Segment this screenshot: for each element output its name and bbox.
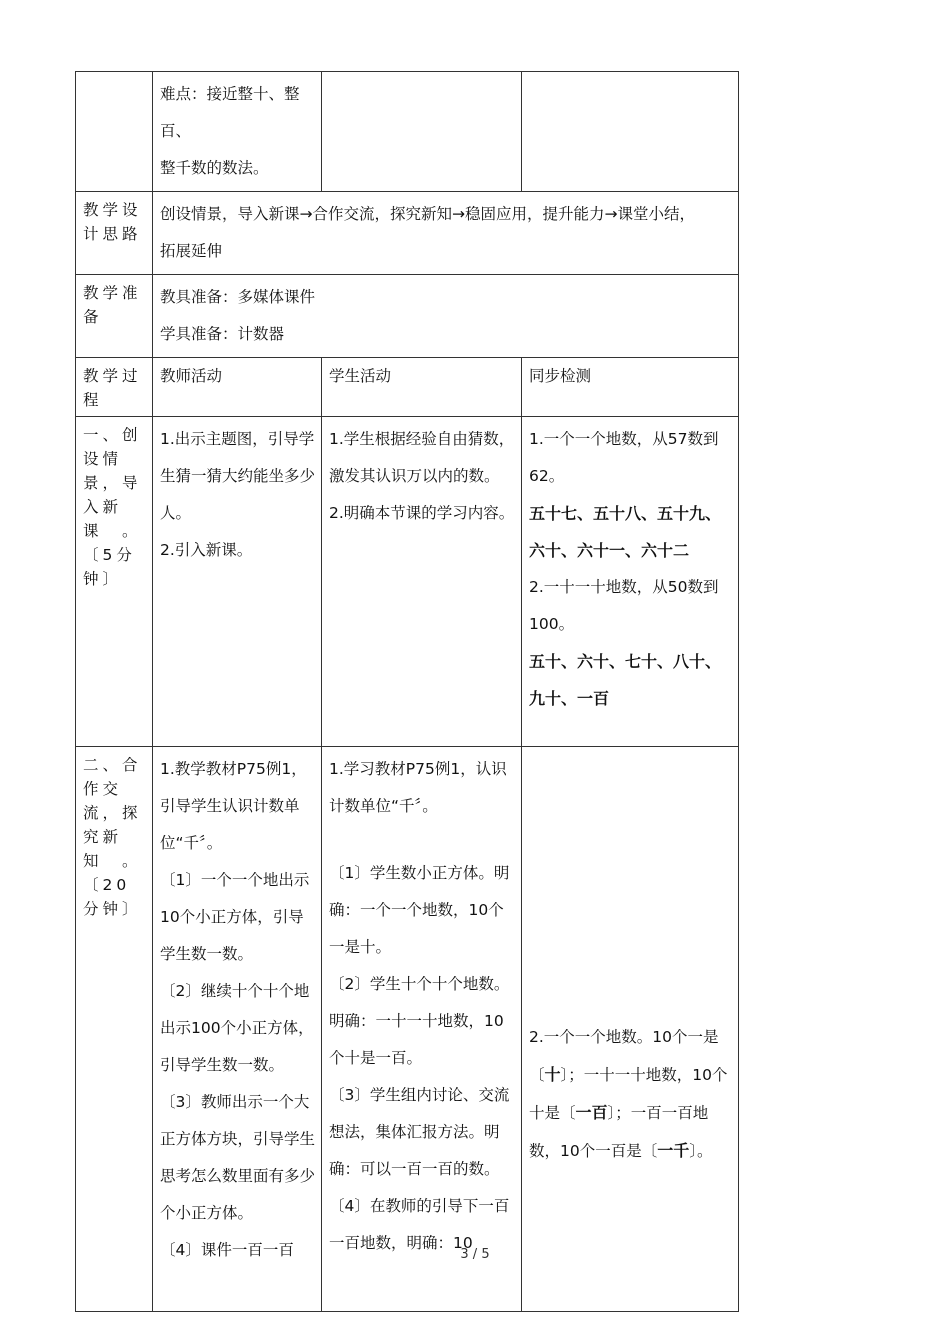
header-check: 同步检测 — [522, 358, 739, 417]
stage2-student — [322, 747, 522, 1312]
stage2-student-item: 〔3〕学生组内讨论、交流想法，集体汇报方法。明确：可以一百一百的数。 — [329, 1086, 510, 1178]
empty-cell — [322, 72, 522, 192]
stage1-student-item: 1.学生根据经验自由猜数，激发其认识万以内的数。 — [329, 430, 515, 485]
difficulty-line-1: 难点：接近整十、整百、 — [160, 85, 300, 140]
stage1-row — [76, 417, 739, 747]
check-answer-2: 五十、六十、七十、八十、九十、一百 — [529, 652, 722, 708]
lesson-plan-table — [75, 71, 739, 1312]
spacer — [329, 825, 515, 855]
row-prep — [76, 275, 739, 358]
check-answer-1: 五十七、五十八、五十九、六十、六十一、六十二 — [529, 504, 722, 560]
stage2-student-item: 1.学习教材P75例1，认识计数单位“千〞。 — [329, 760, 507, 815]
stage1-teacher — [153, 417, 322, 747]
fill-text: 2.一个一个地数。10个一是〔 — [529, 1027, 719, 1084]
stage2-teacher-item: 〔3〕教师出示一个大正方体方块，引导学生思考怎么数里面有多少个小正方体。 — [160, 1093, 316, 1222]
stage2-teacher-item: 〔2〕继续十个十个地出示100个小正方体，引导学生数一数。 — [160, 982, 314, 1074]
prep-label: 教学准备 — [76, 275, 153, 358]
header-student: 学生活动 — [322, 358, 522, 417]
row-difficulty — [76, 72, 739, 192]
stage2-teacher-item: 〔1〕一个一个地出示10个小正方体，引导学生数一数。 — [160, 871, 310, 963]
fill-answer: 一百 — [575, 1102, 608, 1122]
design-label: 教学设计思路 — [76, 192, 153, 275]
difficulty-line-2: 整千数的数法。 — [160, 159, 269, 177]
prep-student: 学具准备：计数器 — [160, 325, 285, 343]
stage1-student-item: 2.明确本节课的学习内容。 — [329, 504, 515, 522]
stage1-teacher-item: 2.引入新课。 — [160, 541, 253, 559]
stage1-student — [322, 417, 522, 747]
stage2-check — [522, 747, 739, 1312]
stage2-student-item: 〔1〕学生数小正方体。明确：一个一个地数，10个一是十。 — [329, 864, 510, 956]
design-content — [153, 192, 739, 275]
stage2-teacher-item: 1.教学教材P75例1，引导学生认识计数单位“千〞。 — [160, 760, 307, 852]
stage2-row — [76, 747, 739, 1312]
stage2-student-item: 〔2〕学生十个十个地数。明确：一十一十地数，10个十是一百。 — [329, 975, 510, 1067]
prep-teacher: 教具准备：多媒体课件 — [160, 288, 316, 306]
empty-label-cell — [76, 72, 153, 192]
stage1-label: 一、创设情景，导入新课 。〔5分钟〕 — [76, 417, 153, 747]
design-line-2: 拓展延伸 — [160, 242, 223, 260]
stage2-teacher — [153, 747, 322, 1312]
stage2-teacher-item: 〔4〕课件一百一百 — [160, 1241, 294, 1259]
design-line-1: 创设情景，导入新课→合作交流，探究新知→稳固应用，提升能力→课堂小结， — [160, 205, 695, 223]
fill-text: 〕。 — [689, 1141, 713, 1160]
fill-text: 〕；一十一十地数，10个十是〔 — [529, 1065, 728, 1122]
row-design — [76, 192, 739, 275]
check-fill-in — [529, 889, 732, 1170]
stage1-teacher-item: 1.出示主题图，引导学生猜一猜大约能坐多少人。 — [160, 430, 316, 522]
fill-text: 〕；一百一百地数，10个一百是〔 — [529, 1103, 709, 1160]
fill-answer: 一千 — [657, 1140, 690, 1160]
stage2-label: 二、合作交流，探究新知 。〔20分钟〕 — [76, 747, 153, 1312]
check-question-1: 1.一个一个地数，从57数到62。 — [529, 430, 719, 485]
fill-answer: 十 — [544, 1064, 561, 1084]
header-row — [76, 358, 739, 417]
check-question-2: 2.一十一十地数，从50数到100。 — [529, 578, 719, 633]
page-number: 3 / 5 — [460, 1247, 490, 1262]
header-teacher: 教师活动 — [153, 358, 322, 417]
prep-content — [153, 275, 739, 358]
difficulty-cell — [153, 72, 322, 192]
empty-cell — [522, 72, 739, 192]
stage1-check — [522, 417, 739, 747]
stage2-student-item: 〔4〕在教师的引导下一百一百地数，明确：10 — [329, 1197, 510, 1252]
process-label: 教学过程 — [76, 358, 153, 417]
